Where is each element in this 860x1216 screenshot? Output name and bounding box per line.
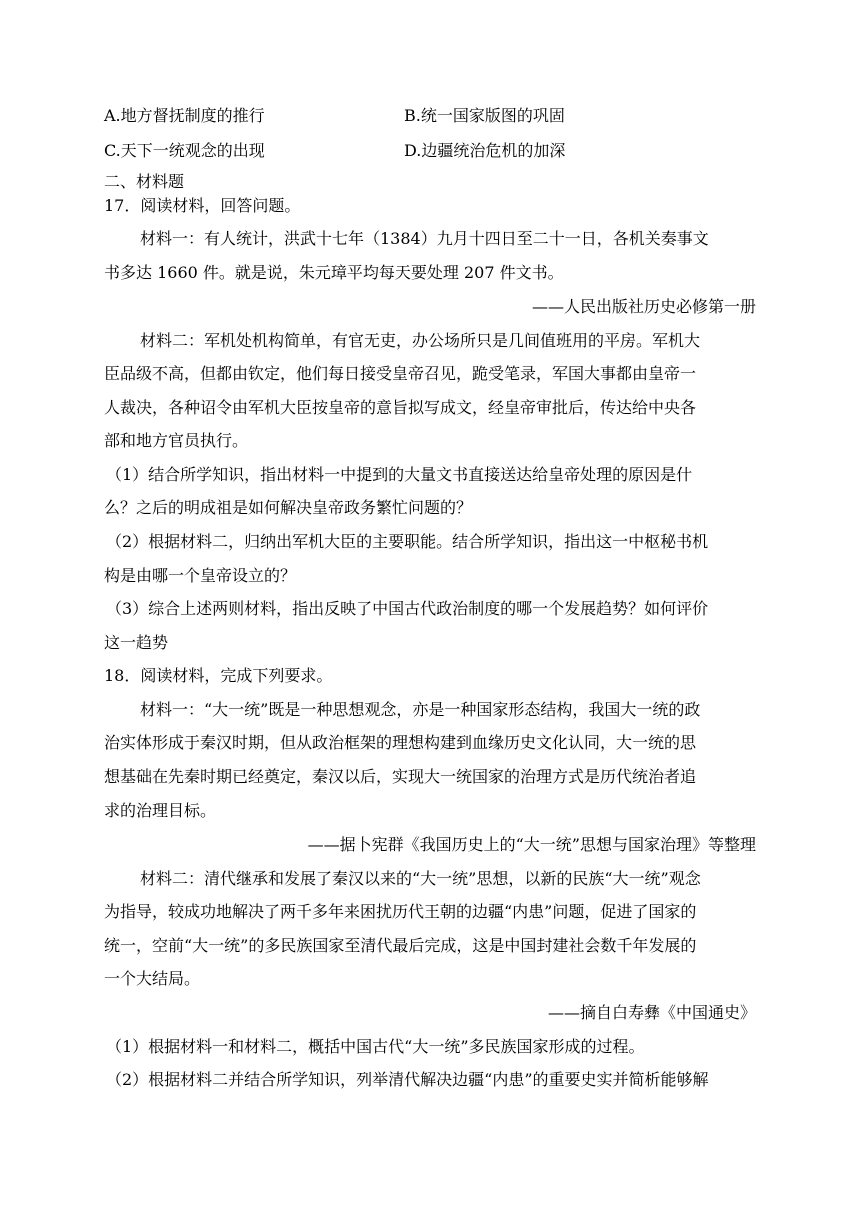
option-d[interactable]: D.边疆统治危机的加深 [404, 141, 566, 160]
q18-sub1: （1）根据材料一和材料二，概括中国古代“大一统”多民族国家形成的过程。 [106, 1037, 645, 1056]
q17-sub3-line: （3）综合上述两则材料，指出反映了中国古代政治制度的哪一个发展趋势？如何评价 [106, 599, 709, 618]
q17-material1-line: 书多达 1660 件。就是说，朱元璋平均每天要处理 207 件文书。 [104, 263, 564, 282]
q17-material2-line: 材料二：军机处机构简单，有官无吏，办公场所只是几间值班用的平房。军机大 [140, 331, 701, 350]
option-a[interactable]: A.地方督抚制度的推行 [104, 106, 265, 125]
option-c[interactable]: C.天下一统观念的出现 [104, 141, 265, 160]
q17-sub1-line: （1）结合所学知识，指出材料一中提到的大量文书直接送达给皇帝处理的原因是什 [106, 465, 693, 484]
q17-material2-line: 臣品级不高，但都由钦定，他们每日接受皇帝召见，跪受笔录，军国大事都由皇帝一 [104, 364, 697, 383]
q17-sub1-line: 么？之后的明成祖是如何解决皇帝政务繁忙问题的？ [104, 498, 473, 517]
q17-material1-line: 材料一：有人统计，洪武十七年（1384）九月十四日至二十一日，各机关奏事文 [140, 229, 709, 248]
q18-title: 18．阅读材料，完成下列要求。 [104, 666, 333, 685]
q18-material2-line: 一个大结局。 [104, 969, 201, 988]
option-b[interactable]: B.统一国家版图的巩固 [404, 106, 565, 125]
q17-sub2-line: （2）根据材料二，归纳出军机大臣的主要职能。结合所学知识，指出这一中枢秘书机 [106, 532, 709, 551]
q18-material1-source: ——据卜宪群《我国历史上的“大一统”思想与国家治理》等整理 [307, 835, 756, 854]
section-title: 二、材料题 [104, 172, 185, 191]
q17-sub3-line: 这一趋势 [104, 633, 169, 652]
q18-material1-line: 求的治理目标。 [104, 801, 217, 820]
q18-material1-line: 想基础在先秦时期已经奠定，秦汉以后，实现大一统国家的治理方式是历代统治者追 [104, 767, 697, 786]
q18-material2-source: ——摘自白寿彝《中国通史》 [547, 1003, 756, 1022]
q17-material2-line: 部和地方官员执行。 [104, 431, 249, 450]
q17-title: 17．阅读材料，回答问题。 [104, 196, 301, 215]
q17-material1-source: ——人民出版社历史必修第一册 [531, 297, 756, 316]
q18-material2-line: 材料二：清代继承和发展了秦汉以来的“大一统”思想，以新的民族“大一统”观念 [140, 869, 701, 888]
q18-material1-line: 材料一：“大一统”既是一种思想观念，亦是一种国家形态结构，我国大一统的政 [140, 700, 701, 719]
q17-material2-line: 人裁决，各种诏令由军机大臣按皇帝的意旨拟写成文，经皇帝审批后，传达给中央各 [104, 398, 697, 417]
q18-sub2: （2）根据材料二并结合所学知识，列举清代解决边疆“内患”的重要史实并简析能够解 [106, 1070, 709, 1089]
q18-material2-line: 为指导，较成功地解决了两千多年来困扰历代王朝的边疆“内患”问题，促进了国家的 [104, 902, 697, 921]
q18-material2-line: 统一，空前“大一统”的多民族国家至清代最后完成，这是中国封建社会数千年发展的 [104, 936, 697, 955]
q17-sub2-line: 构是由哪一个皇帝设立的？ [104, 566, 297, 585]
q18-material1-line: 治实体形成于秦汉时期，但从政治框架的理想构建到血缘历史文化认同，大一统的思 [104, 733, 697, 752]
